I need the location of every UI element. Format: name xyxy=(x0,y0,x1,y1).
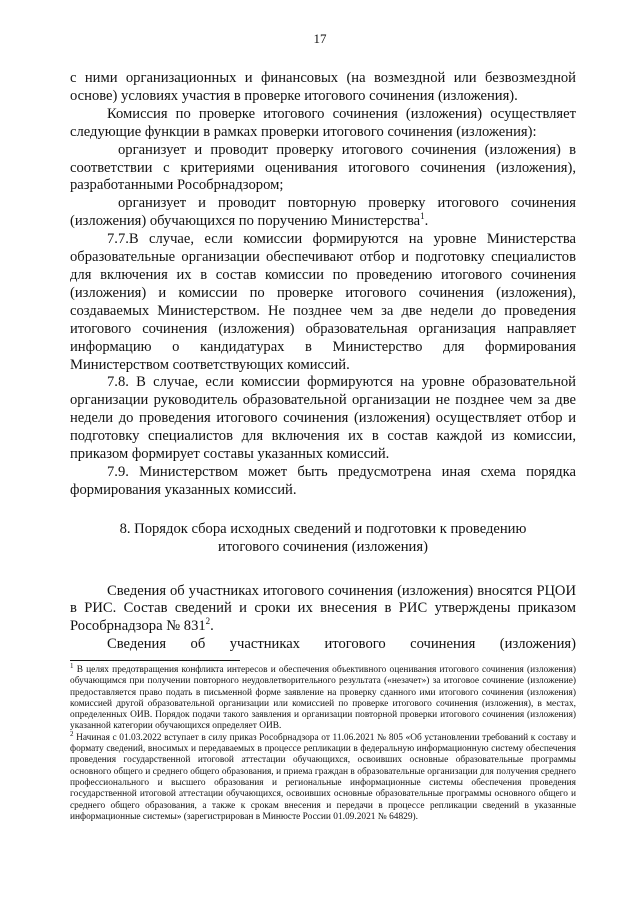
paragraph-text: Сведения об участниках итогового сочинения (изложения) вносятся РЦОИ в РИС. Состав сведений и сроки их внесения в РИС утверждены приказом Рособрнадзора № 831 xyxy=(70,582,576,635)
paragraph-text: организует и проводит повторную проверку итогового сочинения (изложения) обучающихся по поручению Министерства xyxy=(70,195,576,230)
footnote-text-1: В целях предотвращения конфликта интересов и обеспечения объективного оценивания итогового сочинения (изложения) обучающимся при получении повторного неудовлетворительного результата («незачет») за итоговое сочинение (изложение) предоставляется право подать в письменной форме заявление на проверку сданного ими итогового сочинения (изложения) комиссией другой образовательной организации или комиссией по проверке итогового сочинения (изложения), в местах, определенных ОИВ. Порядок подачи такого заявления и организации повторной проверки итогового сочинения (изложения) указанной категории обучающихся определяет ОИВ. xyxy=(70,665,576,732)
paragraph-function-recheck xyxy=(70,195,576,231)
footnote-ref-1[interactable]: 1 xyxy=(420,211,425,222)
paragraph-commission-functions: Комиссия по проверке итогового сочинения (изложения) осуществляет следующие функции в рамках проверки итогового сочинения (изложения): xyxy=(70,105,576,140)
section-heading xyxy=(70,521,576,557)
section-heading-line1: 8. Порядок сбора исходных сведений и подготовки к проведению xyxy=(119,520,527,537)
paragraph-7-8: 7.8. В случае, если комиссии формируются на уровне образовательной организации руководитель образовательной организации не позднее чем за две недели до проведения итогового сочинения (изложения) осуществляет отбор и подготовку специалистов для включения их в состав каждой из комиссии, приказом формирует составы указанных комиссий. xyxy=(70,374,576,463)
paragraph-7-9: 7.9. Министерством может быть предусмотрена иная схема порядка формирования указанных комиссий. xyxy=(70,463,576,498)
footnote-text-2: Начиная с 01.03.2022 вступает в силу приказ Рособрнадзора от 11.06.2021 № 805 «Об установлении требований к составу и формату сведений, вносимых и передаваемых в процессе репликации в федеральную информационную систему обеспечения проведения государственной итоговой аттестации обучающихся, освоивших основные образовательные программы основного общего и среднего общего образования, и приема граждан в образовательные организации для получения среднего профессионального и высшего образования и региональные информационные системы обеспечения проведения государственной итоговой аттестации обучающихся, освоивших основные образовательные программы основного общего и среднего общего образования, а также к срокам внесения и передачи в процессе репликации сведений в указанные информационные системы» (зарегистрирован в Минюсте России 01.09.2021 № 64829). xyxy=(70,732,576,822)
paragraph-participants-continued: Сведения об участниках итогового сочинения (изложения) xyxy=(107,636,576,653)
page-number: 17 xyxy=(313,31,327,46)
footnote-mark-1: 1 xyxy=(70,661,74,670)
footnote-mark-2: 2 xyxy=(70,729,74,738)
paragraph-continuation: с ними организационных и финансовых (на возмездной или безвозмездной основе) условиях участия в проверке итогового сочинения (изложения). xyxy=(70,70,576,104)
footnote-ref-2[interactable]: 2 xyxy=(205,616,211,627)
footnote-1 xyxy=(70,661,576,733)
paragraph-participants-data xyxy=(70,583,576,637)
body-text xyxy=(70,70,576,654)
paragraph-end: . xyxy=(424,213,429,230)
paragraph-end: . xyxy=(210,618,214,635)
footnotes xyxy=(70,660,576,823)
footnote-divider xyxy=(70,660,240,661)
paragraph-7-7: 7.7.В случае, если комиссии формируются на уровне Министерства образовательные организации обеспечивают отбор и подготовку специалистов для включения их в состав комиссии по проведению итогового сочинения (изложения) и комиссии по проверке итогового сочинения (изложения), создаваемых Министерством. Не позднее чем за две недели до проведения итогового сочинения (изложения) образовательная организация направляет информацию о кандидатурах в Министерство для формирования Министерством соответствующих комиссий. xyxy=(70,231,576,373)
paragraph-function-check: организует и проводит проверку итогового сочинения (изложения) в соответствии с критериями оценивания итогового сочинения (изложения), разработанными Рособрнадзором; xyxy=(70,141,576,194)
footnote-2 xyxy=(70,729,576,823)
section-heading-line2: итогового сочинения (изложения) xyxy=(218,538,428,555)
